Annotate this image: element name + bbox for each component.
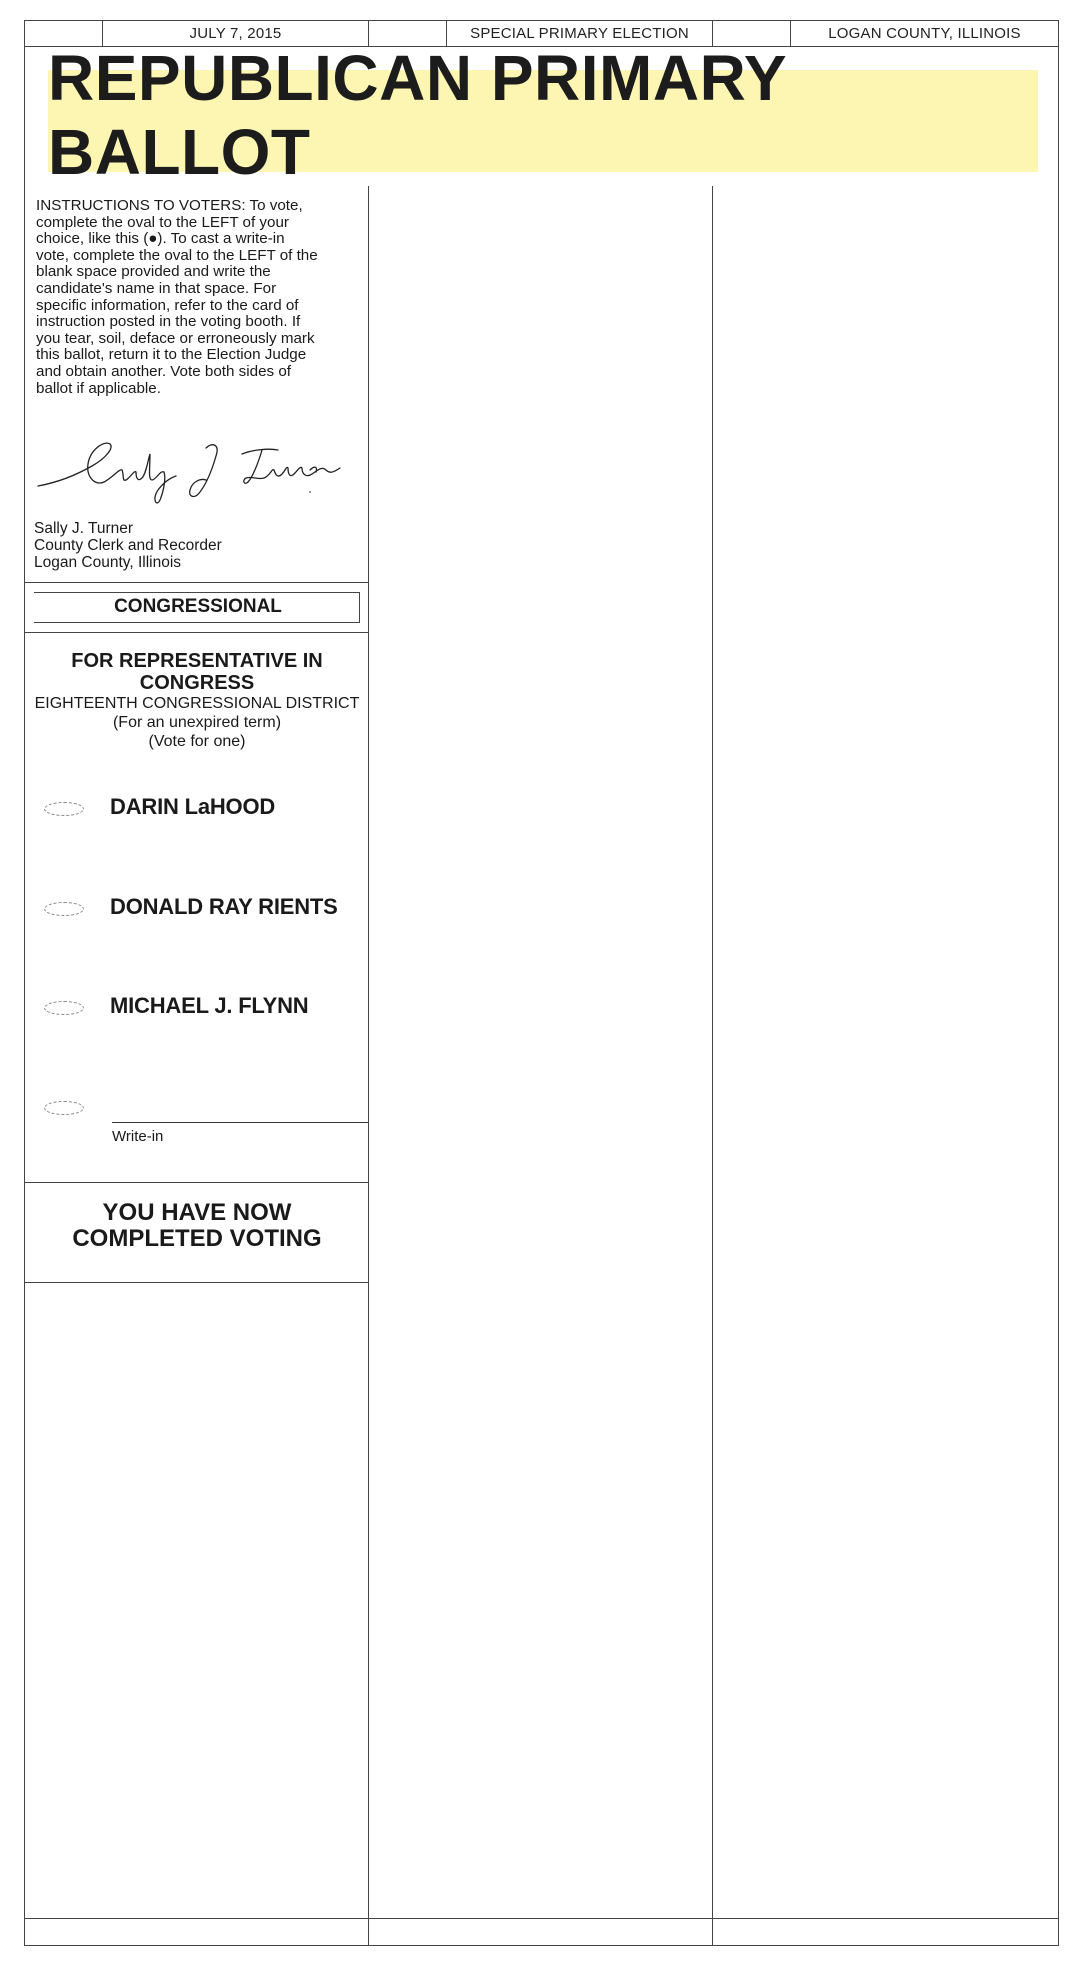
completion-line1: YOU HAVE NOW xyxy=(102,1199,292,1226)
section-rule xyxy=(24,582,368,583)
writein-oval[interactable] xyxy=(44,1101,84,1115)
contest-term: (For an unexpired term) xyxy=(112,714,282,731)
candidate-name: DONALD RAY RIENTS xyxy=(110,894,338,919)
candidate-name: MICHAEL J. FLYNN xyxy=(110,993,309,1018)
section-rule xyxy=(24,1182,368,1183)
clerk-title: County Clerk and Recorder xyxy=(34,537,222,554)
clerk-info xyxy=(34,520,222,571)
instruction-line: ballot if applicable. xyxy=(36,379,161,397)
completion-line2: COMPLETED VOTING xyxy=(72,1225,322,1252)
instruction-line: this ballot, return it to the Election Judge xyxy=(36,346,307,364)
section-box-bottom xyxy=(34,622,360,623)
instruction-line: complete the oval to the LEFT of your xyxy=(36,213,289,231)
clerk-county: Logan County, Illinois xyxy=(34,554,182,571)
completion-message xyxy=(24,1200,370,1252)
section-heading: CONGRESSIONAL xyxy=(114,596,282,617)
instruction-line: you tear, soil, deface or erroneously mark xyxy=(36,329,315,347)
section-rule xyxy=(24,632,368,633)
voter-instructions xyxy=(36,198,356,397)
frame-bottom xyxy=(24,1945,1059,1946)
vote-oval[interactable] xyxy=(44,1001,84,1015)
ballot-title: REPUBLICAN PRIMARY BALLOT xyxy=(48,42,786,188)
instruction-line: INSTRUCTIONS TO VOTERS: To vote, xyxy=(36,197,303,214)
writein-label: Write-in xyxy=(112,1128,164,1145)
writein-line[interactable] xyxy=(112,1122,368,1123)
footer-strip-rule xyxy=(24,1918,1059,1919)
vote-oval[interactable] xyxy=(44,802,84,816)
instruction-line: candidate's name in that space. For xyxy=(36,279,277,297)
candidate-name: DARIN LaHOOD xyxy=(110,794,276,819)
vote-oval[interactable] xyxy=(44,902,84,916)
instruction-line: blank space provided and write the xyxy=(36,263,271,281)
column-divider xyxy=(368,186,369,1946)
election-date: JULY 7, 2015 xyxy=(189,25,282,42)
contest-district: EIGHTEENTH CONGRESSIONAL DISTRICT xyxy=(34,695,360,712)
section-rule xyxy=(24,1282,368,1283)
contest-title-line2: CONGRESS xyxy=(139,672,255,694)
clerk-name: Sally J. Turner xyxy=(34,520,134,537)
contest-vote-for: (Vote for one) xyxy=(148,733,246,750)
contest-header xyxy=(26,650,368,751)
instruction-line: and obtain another. Vote both sides of xyxy=(36,362,292,380)
instruction-line: choice, like this (●). To cast a write-in xyxy=(36,230,285,248)
election-type: SPECIAL PRIMARY ELECTION xyxy=(470,25,689,42)
contest-title-line1: FOR REPRESENTATIVE IN xyxy=(71,650,323,672)
election-county: LOGAN COUNTY, ILLINOIS xyxy=(828,25,1021,42)
ballot-banner xyxy=(48,42,1038,188)
instruction-line: specific information, refer to the card of xyxy=(36,296,299,314)
column-divider xyxy=(712,186,713,1946)
instruction-line: instruction posted in the voting booth. If xyxy=(36,313,301,331)
frame-left xyxy=(24,20,25,1946)
clerk-signature xyxy=(30,420,360,510)
instruction-line: vote, complete the oval to the LEFT of the xyxy=(36,246,318,264)
frame-right xyxy=(1058,20,1059,1946)
